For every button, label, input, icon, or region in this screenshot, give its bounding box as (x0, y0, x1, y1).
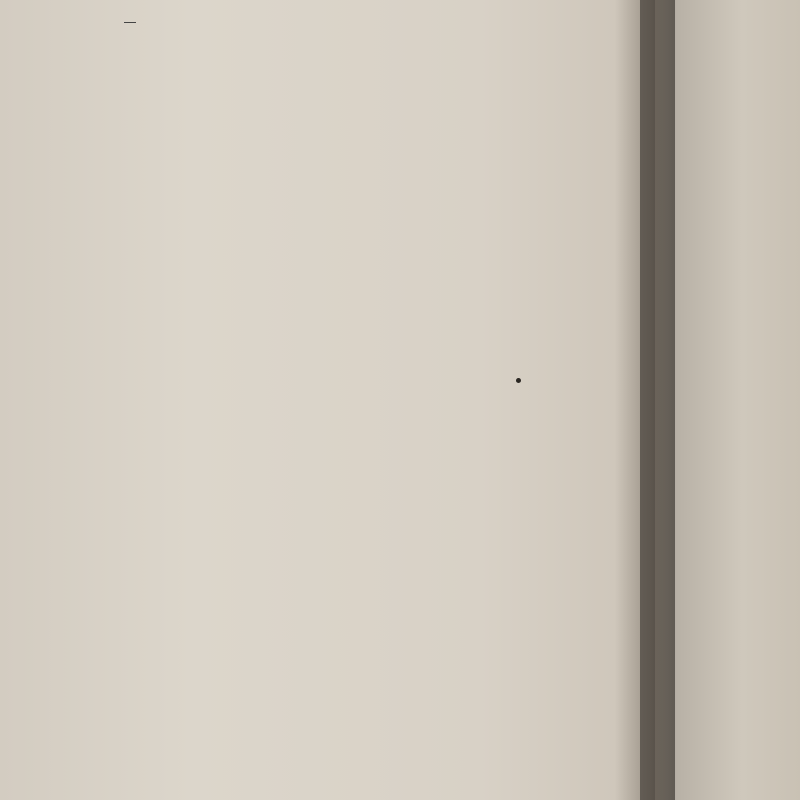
page-number (124, 22, 136, 23)
page-gutter-shadow (615, 0, 675, 800)
ornament-dot (516, 378, 521, 383)
facing-page-edge (655, 0, 800, 800)
